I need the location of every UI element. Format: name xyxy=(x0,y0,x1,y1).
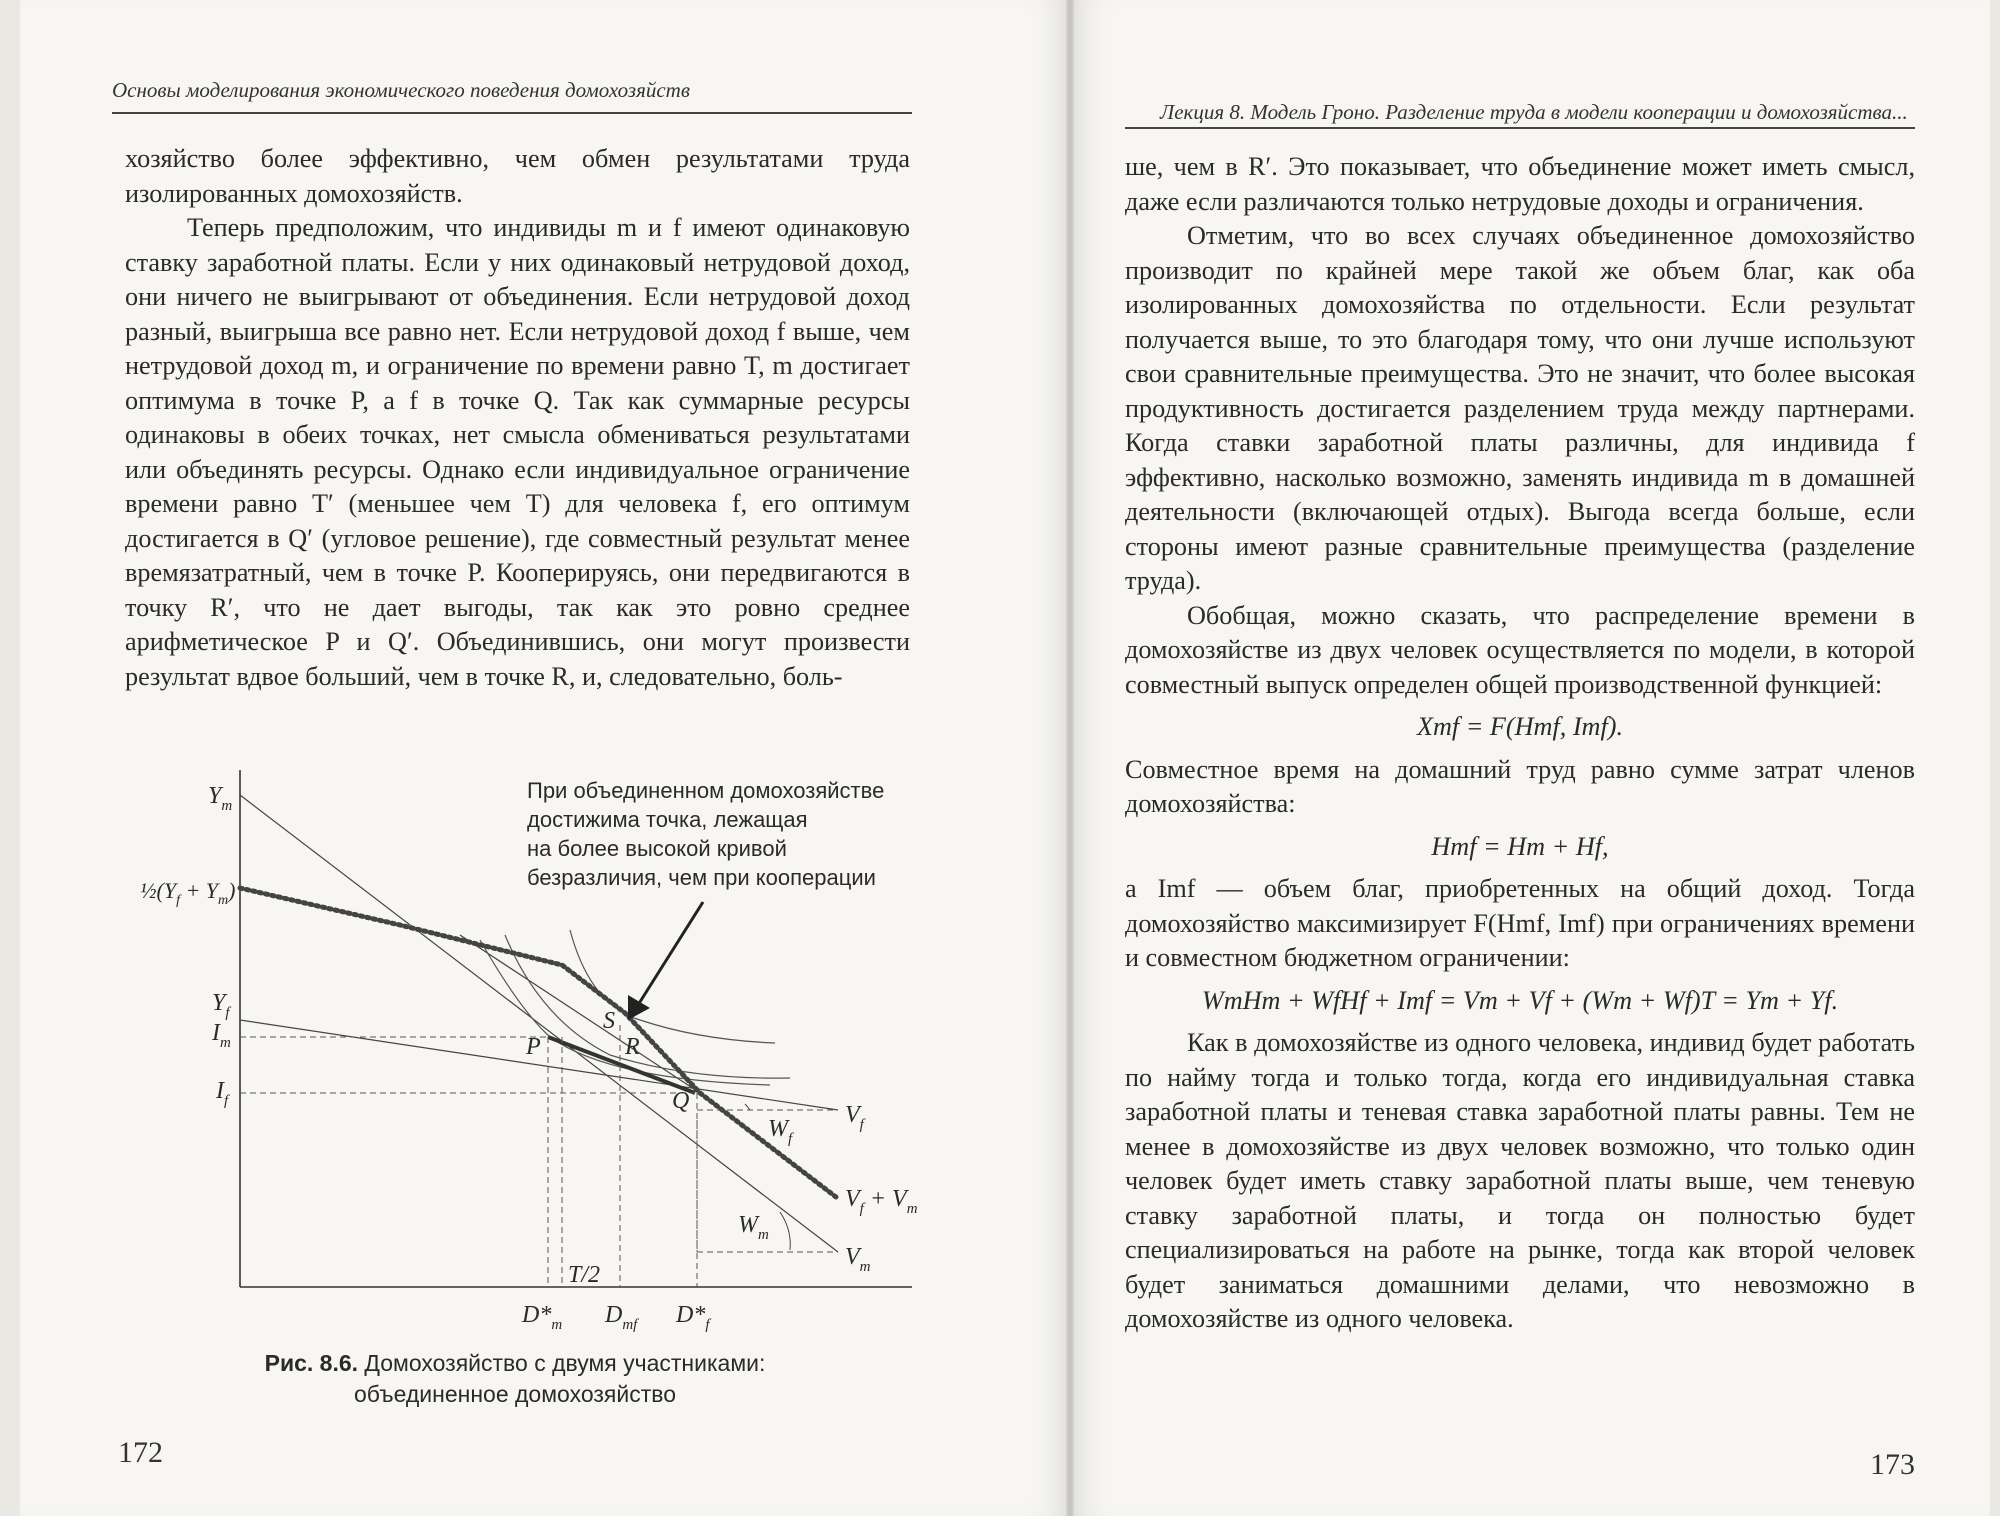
label-wm: $W_m$ xyxy=(738,1212,769,1243)
label-point-q: Q xyxy=(672,1088,690,1114)
right-paragraph-5: а Imf — объем благ, приобретенных на общий доход. Тогда домохозяйство максимизирует F(Hmf, Imf) при ограничениях времени и совместном бюджетном ограничении: xyxy=(1125,874,1915,972)
label-im: $I_m$ xyxy=(212,1020,231,1051)
budget-line-m xyxy=(240,795,838,1252)
left-paragraph-1: хозяйство более эффективно, чем обмен результатами труда изолированных домохозяйств. xyxy=(125,144,910,208)
caption-text: Домохозяйство с двумя участниками: объединенное домохозяйство xyxy=(354,1350,766,1407)
label-vf-plus-vm: $V_f + V_m$ xyxy=(845,1186,918,1217)
wm-angle-arc xyxy=(780,1212,790,1250)
label-point-r: R xyxy=(625,1034,640,1060)
right-paragraph-2: Отметим, что во всех случаях объединенное домохозяйство производит по крайней мере такой же объем благ, как оба изолированных домохозяйства по отдельности. Если результат получается выше, то это благодаря тому, что они лучше используют свои сравнительные преимущества. Это не значит, что более высокая продуктивность достигается разделением труда между партнерами. Когда ставки заработной платы различны, для индивида f эффективно, насколько возможно, заменять индивида m в домашней деятельности (включающей отдых). Выгода всегда больше, если стороны имеют разные сравнительные преимущества (разделение труда). xyxy=(1125,221,1915,595)
annotation-line-2: достижима точка, лежащая xyxy=(527,807,808,832)
label-yf: $Y_f$ xyxy=(212,990,230,1021)
annotation-line-4: безразличия, чем при кооперации xyxy=(527,865,876,890)
annotation-arrow-line xyxy=(638,902,703,1005)
left-running-head: Основы моделирования экономического поведения домохозяйств xyxy=(112,78,690,102)
right-head-rule xyxy=(1125,127,1915,129)
right-paragraph-1: ше, чем в R′. Это показывает, что объединение может иметь смысл, даже если различаются только нетрудовые доходы и ограничения. xyxy=(1125,152,1915,216)
indifference-curve-high xyxy=(570,930,775,1043)
right-paragraph-4: Совместное время на домашний труд равно сумме затрат членов домохозяйства: xyxy=(1125,754,1915,818)
label-if: $I_f$ xyxy=(216,1078,229,1109)
right-running-head: Лекция 8. Модель Гроно. Разделение труда в модели кооперации и домохозяйства... xyxy=(1160,100,1908,124)
label-ym: $Y_m$ xyxy=(208,783,233,814)
wf-angle-arc xyxy=(745,1104,750,1110)
equation-1: Xmf = F(Hmf, Imf). xyxy=(1416,712,1624,741)
right-paragraph-3: Обобщая, можно сказать, что распределение времени в домохозяйстве из двух человек осуществляется по модели, в которой совместный выпуск определен общей производственной функцией: xyxy=(1125,600,1915,699)
label-half-yf-ym: $\frac{1}{2}(Y_f + Y_m)$ xyxy=(140,878,236,908)
label-point-s: S xyxy=(603,1008,615,1034)
label-point-p: P xyxy=(526,1034,541,1060)
equation-2: Hmf = Hm + Hf, xyxy=(1431,831,1609,861)
right-paragraph-6: Как в домохозяйстве из одного человека, индивид будет работать по найму тогда и только тогда, когда его индивидуальная ставка заработной платы и теневая ставка заработной платы равны. Тем не менее в домохозяйстве из двух человек возможно, что только один человек будет иметь ставку заработной платы выше, чем теневую ставку заработной платы, и тогда он полностью будет специализироваться на работе на рынке, тогда как второй человек будет заниматься домашними делами, что невозможно в домохозяйстве из одного человека. xyxy=(1125,1028,1915,1333)
caption-number: Рис. 8.6. xyxy=(264,1350,359,1376)
label-wf: $W_f$ xyxy=(768,1116,793,1147)
right-body-text xyxy=(1125,150,1915,1337)
annotation-line-1: При объединенном домохозяйстве xyxy=(527,778,885,803)
label-vm: $V_m$ xyxy=(845,1244,871,1275)
left-paragraph-2: Теперь предположим, что индивиды m и f имеют одинаковую ставку заработной платы. Если у них одинаковый нетрудовой доход, они ничего не выигрывают от объединения. Если нетрудовой доход разный, выигрыша все равно нет. Если нетрудовой доход f выше, чем нетрудовой доход m, и ограничение по времени равно T, m достигает оптимума в точке P, а f в точке Q. Так как суммарные ресурсы одинаковы в обеих точках, нет смысла обмениваться результатами или объединять ресурсы. Однако если индивидуальное ограничение времени равно T′ (меньшее чем T) для человека f, его оптимум достигается в Q′ (угловое решение), где совместный результат менее времязатратный, чем в точке P. Кооперируясь, они передвигаются в точку R′, что не дает выгоды, так как это ровно среднее арифметическое P и Q′. Объединившись, они могут произвести результат вдвое больший, чем в точке R, и, следовательно, боль- xyxy=(125,213,910,691)
figure-caption xyxy=(215,1348,815,1410)
label-dm-star: $D*_m$ xyxy=(522,1302,563,1333)
left-page-number: 172 xyxy=(118,1436,163,1469)
dashed-guides xyxy=(240,1025,838,1287)
annotation-arrow-head xyxy=(628,995,650,1020)
label-t-half: T/2 xyxy=(568,1262,601,1288)
label-dmf: $D_{mf}$ xyxy=(605,1302,638,1333)
equation-3: WmHm + WfHf + Imf = Vm + Vf + (Wm + Wf)T = Ym + Yf. xyxy=(1201,985,1839,1015)
label-vf: $V_f$ xyxy=(845,1102,864,1133)
right-page-number: 173 xyxy=(1870,1448,1915,1481)
label-df-star: $D*_f$ xyxy=(676,1302,710,1333)
annotation-line-3: на более высокой кривой xyxy=(527,836,787,861)
